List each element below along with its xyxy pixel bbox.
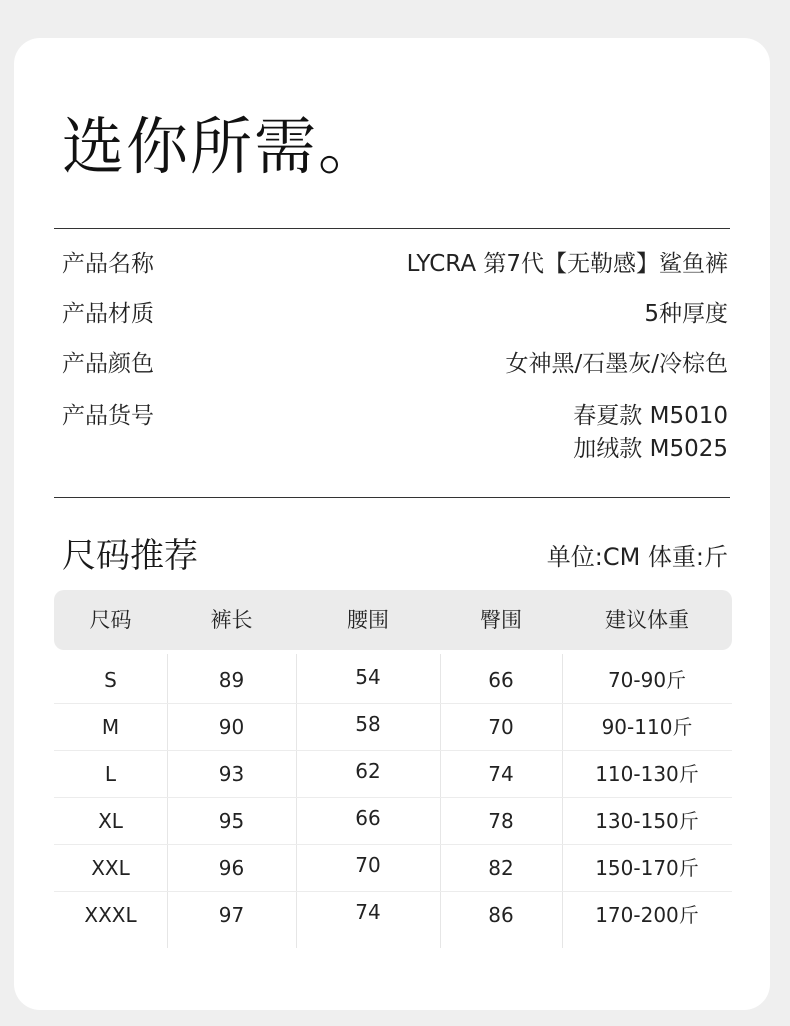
spec-value-line: 加绒款 M5025 <box>573 436 728 462</box>
spec-value-line: 5种厚度 <box>644 301 728 327</box>
spec-value <box>506 348 729 381</box>
table-cell: 95 <box>218 809 245 833</box>
table-cell: 54 <box>355 665 381 689</box>
table-cell: 150-170斤 <box>595 856 699 880</box>
size-table-header <box>54 590 732 650</box>
table-cell: 110-130斤 <box>595 762 699 786</box>
table-cell: XXL <box>91 856 130 880</box>
table-cell: M <box>101 715 120 739</box>
table-cell: 78 <box>488 809 514 833</box>
spec-card <box>14 38 770 1010</box>
table-cell: 66 <box>488 668 514 692</box>
table-cell: 62 <box>355 759 381 783</box>
table-cell: 97 <box>218 903 245 927</box>
spec-label: 产品材质 <box>62 301 154 327</box>
spec-value-line: 春夏款 M5010 <box>573 403 728 429</box>
unit-note: 单位:CM 体重:斤 <box>546 543 728 571</box>
table-cell: XXXL <box>84 903 137 927</box>
table-cell: XL <box>98 809 123 833</box>
table-cell: 90 <box>218 715 245 739</box>
spec-label: 产品货号 <box>62 403 154 429</box>
table-cell: 90-110斤 <box>601 715 693 739</box>
table-cell: 70 <box>488 715 514 739</box>
table-header-cell: 建议体重 <box>605 608 689 632</box>
spec-value-line: LYCRA 第7代【无勒感】鲨鱼裤 <box>406 251 728 277</box>
table-cell: 70 <box>355 853 381 877</box>
table-header-cell: 尺码 <box>89 608 132 632</box>
spec-value <box>644 298 728 331</box>
table-cell: 58 <box>355 712 381 736</box>
table-cell: 66 <box>355 806 381 830</box>
table-cell: 96 <box>218 856 245 880</box>
table-cell: 89 <box>218 668 245 692</box>
table-cell: S <box>104 668 117 692</box>
spec-value-line: 女神黑/石墨灰/冷棕色 <box>505 351 728 377</box>
table-cell: 93 <box>218 762 245 786</box>
table-cell: 74 <box>488 762 514 786</box>
table-cell: L <box>104 762 117 786</box>
table-cell: 74 <box>355 900 381 924</box>
table-cell: 70-90斤 <box>607 668 687 692</box>
table-cell: 86 <box>488 903 514 927</box>
size-table-body <box>54 654 732 948</box>
table-cell: 130-150斤 <box>595 809 699 833</box>
spec-label: 产品名称 <box>62 251 154 277</box>
divider-top <box>54 228 730 229</box>
size-section-title: 尺码推荐 <box>62 536 198 576</box>
spec-label: 产品颜色 <box>62 351 154 377</box>
table-cell: 82 <box>488 856 514 880</box>
spec-value <box>407 248 728 281</box>
divider-bottom <box>54 497 730 498</box>
table-cell: 170-200斤 <box>595 903 699 927</box>
table-header-cell: 裤长 <box>210 608 253 632</box>
spec-value <box>573 400 728 466</box>
table-header-cell: 臀围 <box>480 608 522 632</box>
page-title: 选你所需。 <box>62 110 383 183</box>
table-header-cell: 腰围 <box>347 608 389 632</box>
